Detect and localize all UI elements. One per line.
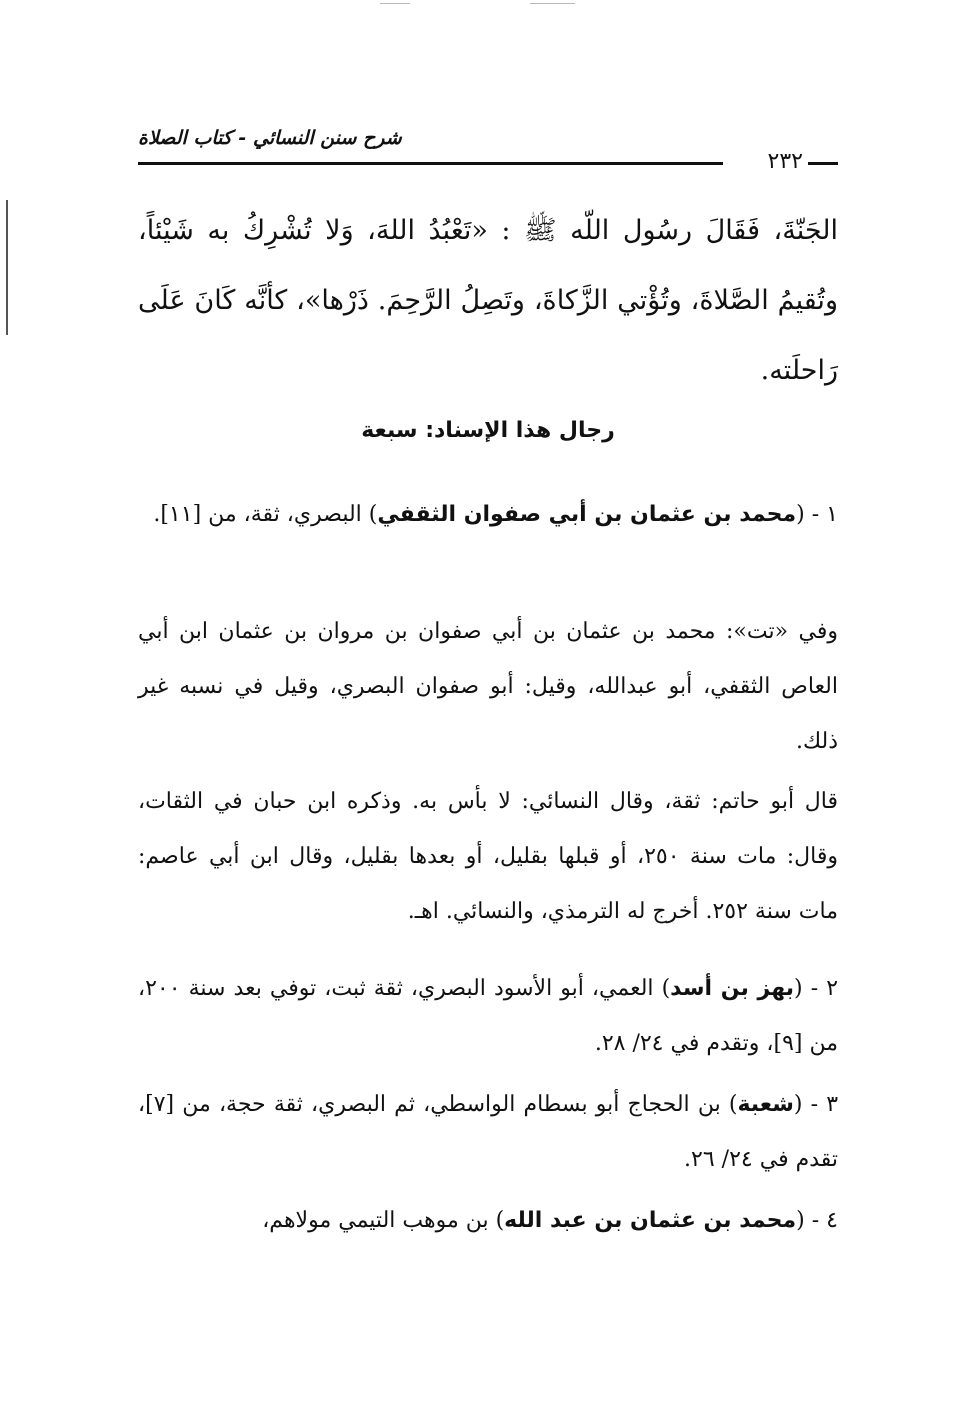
narrator-entry-2 — [138, 961, 838, 1071]
narrator-prefix: ٤ - ( — [796, 1208, 838, 1233]
narrator-details: ) بن الحجاج أبو بسطام الواسطي، ثم البصري، ثقة حجة، من [٧]، تقدم في ٢٤/ ٢٦. — [138, 1092, 838, 1172]
narrator-name: شعبة — [737, 1092, 794, 1117]
narrator-details: ) العمي، أبو الأسود البصري، ثقة ثبت، توفي بعد سنة ٢٠٠، من [٩]، وتقدم في ٢٤/ ٢٨. — [138, 976, 838, 1056]
page-number: ٢٣٢ — [767, 149, 803, 174]
page-header — [138, 125, 838, 175]
narrator-name: محمد بن عثمان بن عبد الله — [504, 1208, 797, 1233]
narrator-prefix: ٣ - ( — [793, 1092, 839, 1117]
narrator-note-2: قال أبو حاتم: ثقة، وقال النسائي: لا بأس به. وذكره ابن حبان في الثقات، وقال: مات سنة ٢٥٠، أو قبلها بقليل، أو بعدها بقليل، وقال ابن أبي عاصم: مات سنة ٢٥٢. أخرج له الترمذي، والنسائي. اهـ. — [138, 789, 838, 924]
scan-edge-line — [6, 200, 8, 335]
narrator-entry-3 — [138, 1077, 838, 1187]
narrator-prefix: ٢ - ( — [794, 976, 839, 1001]
narrator-details: ) البصري، ثقة، من [١١]. — [153, 502, 378, 527]
narrator-entry-1 — [138, 487, 838, 542]
narrator-details: ) بن موهب التيمي مولاهم، — [262, 1208, 505, 1233]
narrator-name: بهز بن أسد — [670, 976, 795, 1001]
narrator-entry-4 — [138, 1193, 838, 1248]
scan-edge-marks — [380, 3, 580, 5]
section-heading: رجال هذا الإسناد: سبعة — [361, 418, 615, 443]
narrator-note-1: وفي «تت»: محمد بن عثمان بن أبي صفوان بن مروان بن عثمان ابن أبي العاص الثقفي، أبو عبدالله، وقيل: أبو صفوان البصري، وقيل في نسبه غير ذلك. — [138, 619, 838, 754]
hadith-text: الجَنّةَ، فَقَالَ رسُول اللّه ﷺ : «تَعْبُدُ اللهَ، وَلا تُشْرِكُ به شَيْئاً، وتُقيمُ الصَّلاةَ، وتُؤْتي الزَّكاةَ، وتَصِلُ الرَّحِمَ. ذَرْها»، كأنَّه كَانَ عَلَى رَاحلَته. — [138, 215, 838, 386]
header-rule-short — [808, 162, 838, 165]
narrator-prefix: ١ - ( — [796, 502, 838, 527]
header-rule — [138, 162, 723, 165]
narrator-name: محمد بن عثمان بن أبي صفوان الثقفي — [377, 502, 797, 527]
running-title: شرح سنن النسائي - كتاب الصلاة — [138, 127, 402, 149]
